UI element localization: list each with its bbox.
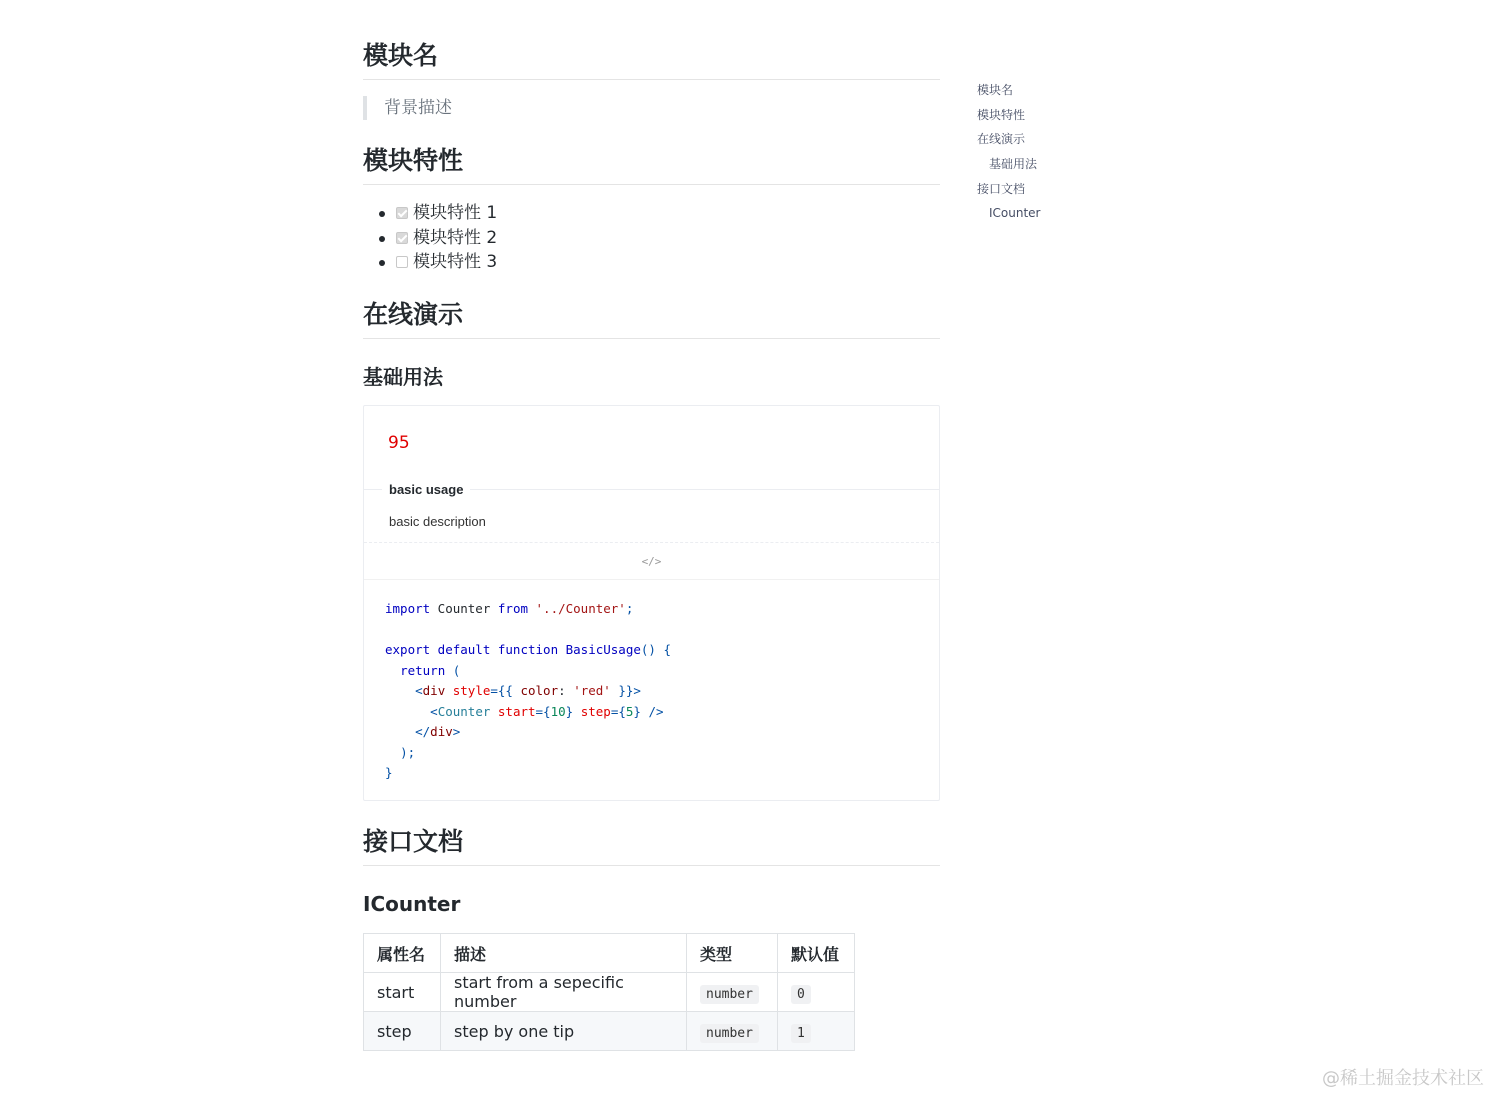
heading-icounter: ICounter [363,892,461,916]
type-chip: number [700,1024,759,1043]
toc-item-features[interactable]: 模块特性 [977,107,1026,122]
default-chip: 1 [791,1024,811,1043]
table-row [364,973,855,1012]
toc-item-demo[interactable]: 在线演示 [977,132,1026,147]
list-item: 模块特性 3 [363,250,497,275]
column-header: 描述 [441,934,687,973]
demo-meta [364,482,939,542]
table-cell [778,1012,855,1051]
demo-actions [364,542,939,580]
table-cell [778,973,855,1012]
heading-module-name: 模块名 [363,40,940,80]
list-item: 模块特性 2 [363,226,497,251]
heading-features: 模块特性 [363,145,940,185]
code-icon[interactable]: </> [641,554,662,568]
demo-title: basic usage [382,481,470,499]
checkbox-unchecked-icon[interactable] [396,256,408,268]
heading-api: 接口文档 [363,826,940,866]
toc-item-icounter[interactable]: ICounter [989,206,1041,221]
table-row [364,1012,855,1051]
table-cell: step by one tip [441,1012,687,1051]
heading-demo: 在线演示 [363,299,940,339]
column-header: 属性名 [364,934,441,973]
code-block: import Counter from '../Counter'; export default function BasicUsage() { return ( <div style={{ color: 'red' }}> <Counter start={10} step={5} /> </div> ); } [385,601,671,780]
heading-basic-usage: 基础用法 [363,365,443,389]
table-cell: step [364,1012,441,1051]
toc-item-basic-usage[interactable]: 基础用法 [989,157,1038,172]
bullet-icon [379,236,385,242]
api-table [363,933,855,1051]
default-chip: 0 [791,985,811,1004]
checkbox-checked-icon[interactable] [396,207,408,219]
type-chip: number [700,985,759,1004]
watermark: @稀土掘金技术社区 [1322,1068,1484,1089]
demo-preview [364,406,939,489]
demo-card [363,405,940,801]
table-of-contents [977,80,1041,228]
feature-list [363,201,497,275]
column-header: 默认值 [778,934,855,973]
demo-description: basic description [389,514,486,529]
counter-value: 95 [388,433,410,453]
toc-item-api[interactable]: 接口文档 [977,181,1026,196]
table-cell [687,1012,778,1051]
bullet-icon [379,260,385,266]
checkbox-checked-icon[interactable] [396,232,408,244]
table-header-row [364,934,855,973]
table-cell [687,973,778,1012]
table-cell: start from a sepecific number [441,973,687,1012]
background-blockquote: 背景描述 [363,96,452,120]
list-item: 模块特性 1 [363,201,497,226]
table-cell: start [364,973,441,1012]
column-header: 类型 [687,934,778,973]
toc-item-module-name[interactable]: 模块名 [977,83,1014,97]
bullet-icon [379,211,385,217]
